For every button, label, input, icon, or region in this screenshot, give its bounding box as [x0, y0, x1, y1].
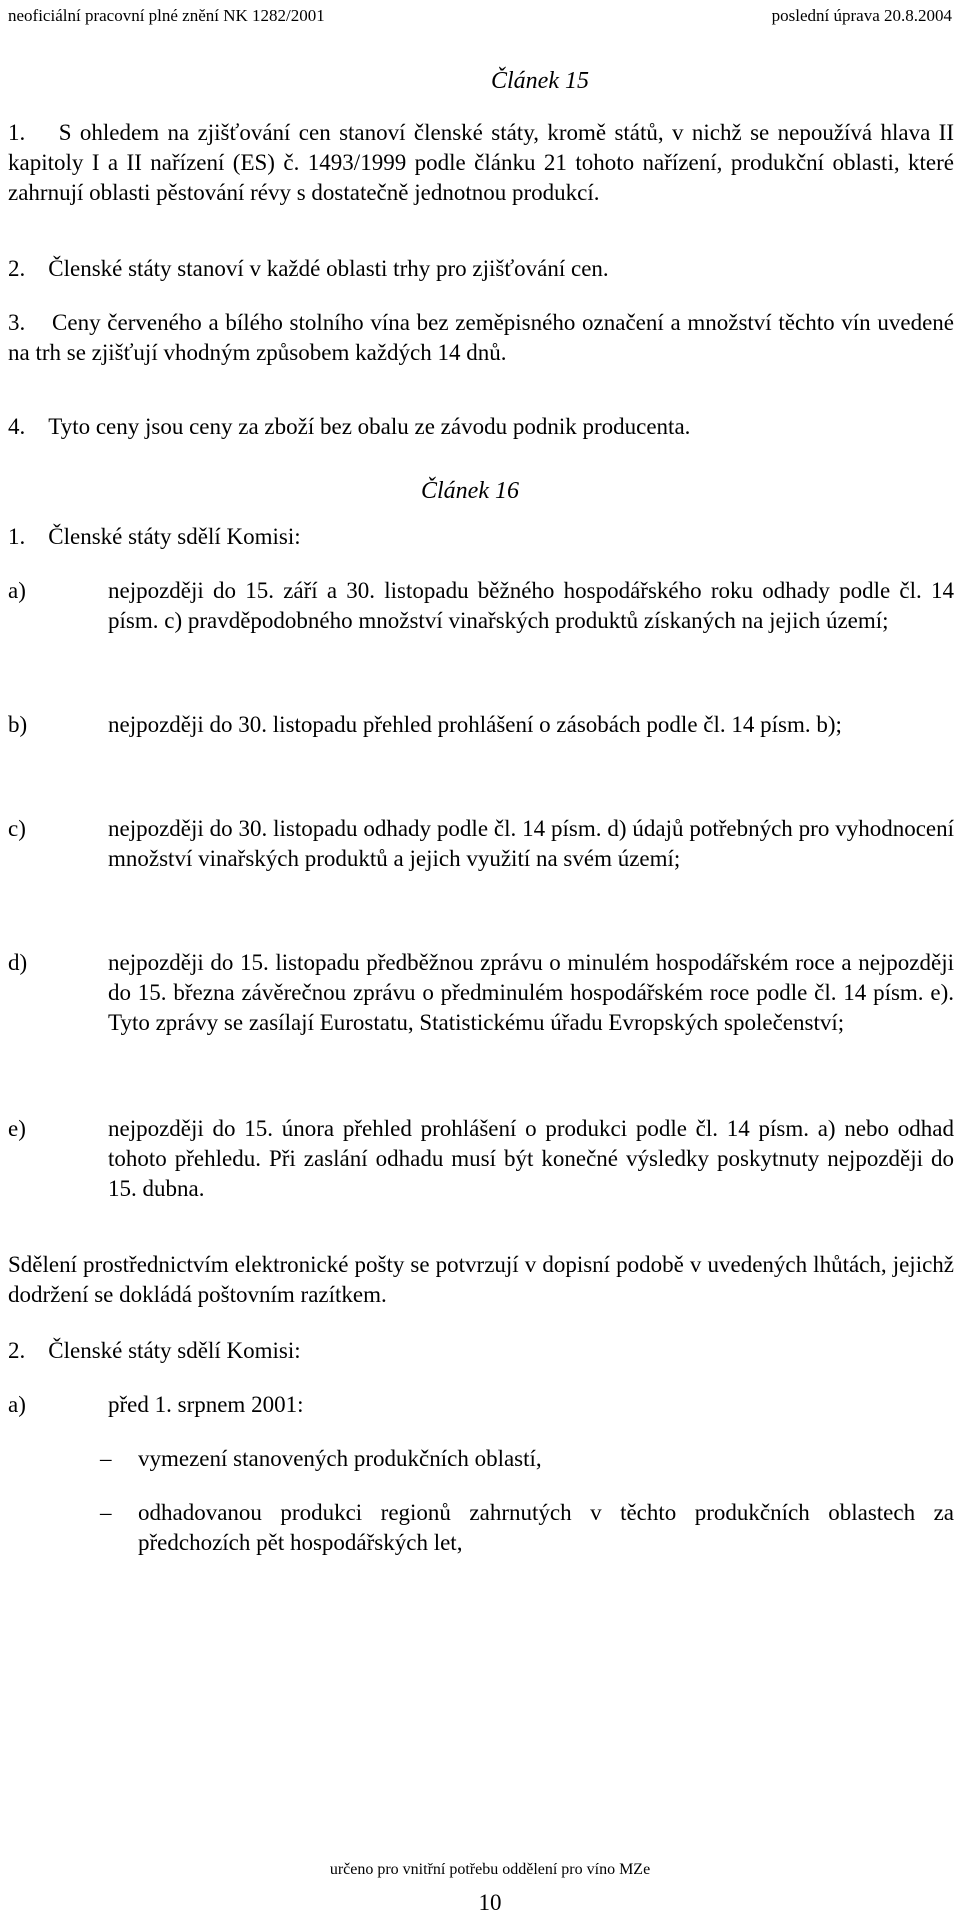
article-15-paragraph-4: 4. Tyto ceny jsou ceny za zboží bez obalu ze závodu podnik producenta. [8, 414, 691, 439]
list-item-label: a) [8, 1392, 26, 1417]
list-item-text: nejpozději do 15. února přehled prohlášení o produkci podle čl. 14 písm. a) nebo odhad tohoto přehledu. Při zaslání odhadu musí být konečné výsledky poskytnuty nejpozději do 15. dubna. [108, 1116, 954, 1201]
article-15-paragraph-1: 1. S ohledem na zjišťování cen stanoví členské státy, kromě států, v nichž se nepoužívá hlava II kapitoly I a II nařízení (ES) č. 1493/1999 podle článku 21 tohoto nařízení, produkční oblasti, které zahrnují oblasti pěstování révy s dostatečně jednotnou produkcí. [8, 120, 954, 205]
dash-marker: – [100, 1500, 112, 1525]
article-16-title: Článek 16 [421, 478, 519, 504]
footer-note: určeno pro vnitřní potřebu oddělení pro víno MZe [329, 1861, 651, 1878]
dash-item-text: odhadovanou produkci regionů zahrnutých v těchto produkčních oblastech za předchozích pět hospodářských let, [138, 1500, 954, 1555]
article-15-paragraph-3: 3. Ceny červeného a bílého stolního vína bez zeměpisného označení a množství těchto vín uvedené na trh se zjišťují vhodným způsobem každých 14 dnů. [8, 310, 954, 365]
list-item-label: c) [8, 816, 26, 841]
list-item-text: nejpozději do 30. listopadu odhady podle čl. 14 písm. d) údajů potřebných pro vyhodnocení množství vinařských produktů a jejich využití na svém území; [108, 816, 954, 871]
list-item-label: b) [8, 712, 28, 737]
dash-item-text: vymezení stanovených produkčních oblastí, [138, 1446, 542, 1471]
list-item-text: před 1. srpnem 2001: [108, 1392, 304, 1417]
page-number: 10 [478, 1890, 502, 1915]
list-item-text: nejpozději do 15. listopadu předběžnou zprávu o minulém hospodářském roce a nejpozději do 15. března závěrečnou zprávu o předminulém hospodářském roce podle čl. 14 písm. e). Tyto zprávy se zasílají Eurostatu, Statistickému úřadu Evropských společenství; [108, 950, 954, 1035]
list-item-text: nejpozději do 15. září a 30. listopadu běžného hospodářského roku odhady podle čl. 14 písm. c) pravděpodobného množství vinařských produktů získaných na jejich území; [108, 578, 954, 633]
dash-marker: – [100, 1446, 112, 1471]
header-left: neoficiální pracovní plné znění NK 1282/2001 [8, 6, 325, 25]
list-item-label: a) [8, 578, 26, 603]
article-15-title: Článek 15 [491, 68, 589, 94]
article-16-intro-1: 1. Členské státy sdělí Komisi: [8, 524, 301, 549]
page-header [0, 6, 960, 26]
article-15-paragraph-2: 2. Členské státy stanoví v každé oblasti trhy pro zjišťování cen. [8, 256, 609, 281]
article-16-intro-2: 2. Členské státy sdělí Komisi: [8, 1338, 301, 1363]
email-confirmation-notice: Sdělení prostřednictvím elektronické pošty se potvrzují v dopisní podobě v uvedených lhůtách, jejichž dodržení se dokládá poštovním razítkem. [8, 1252, 954, 1307]
list-item-text: nejpozději do 30. listopadu přehled prohlášení o zásobách podle čl. 14 písm. b); [108, 712, 842, 737]
header-right: poslední úprava 20.8.2004 [771, 6, 952, 25]
list-item-label: e) [8, 1116, 26, 1141]
list-item-label: d) [8, 950, 28, 975]
